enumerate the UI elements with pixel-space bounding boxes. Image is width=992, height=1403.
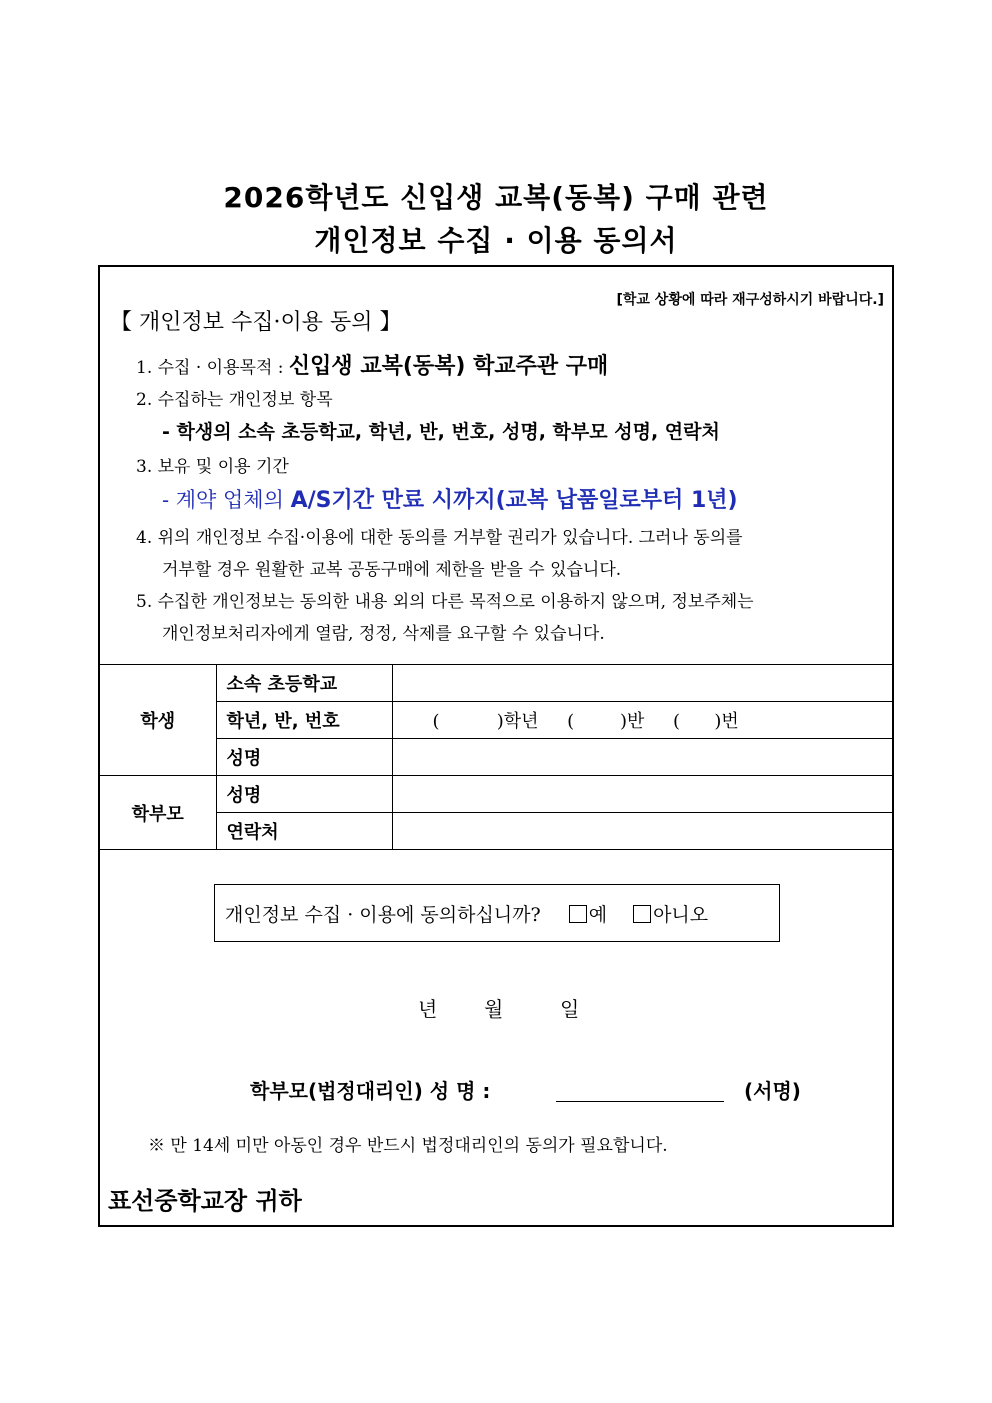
student-name-label: 성명	[216, 739, 392, 776]
student-name-field[interactable]	[392, 739, 892, 776]
school-field[interactable]	[392, 665, 892, 702]
consent-yes-option[interactable]	[569, 900, 607, 927]
class-label: 학년, 반, 번호	[216, 702, 392, 739]
document-title-line2: 개인정보 수집 · 이용 동의서	[314, 224, 678, 257]
reconfigure-note: [학교 상황에 따라 재구성하시기 바랍니다.]	[616, 292, 884, 308]
contact-label: 연락처	[216, 813, 392, 850]
school-label: 소속 초등학교	[216, 665, 392, 702]
consent-question-box	[214, 884, 780, 942]
signature-line[interactable]	[556, 1101, 724, 1102]
item-retention-prefix: - 계약 업체의	[162, 488, 284, 512]
item-usage-limit-2: 개인정보처리자에게 열람, 정정, 삭제를 요구할 수 있습니다.	[162, 624, 605, 644]
item-retention-value	[162, 483, 738, 514]
item-purpose-label: 1. 수집 · 이용목적 :	[136, 358, 284, 378]
student-group-label: 학생	[100, 665, 216, 776]
yes-checkbox[interactable]	[569, 905, 587, 923]
item-usage-limit-1: 5. 수집한 개인정보는 동의한 내용 외의 다른 목적으로 이용하지 않으며, 정보주체는	[136, 592, 754, 612]
consent-form-frame	[98, 265, 894, 1227]
item-collected-fields: 2. 수집하는 개인정보 항목	[136, 390, 333, 410]
parent-group-label: 학부모	[100, 776, 216, 850]
section-heading: 【 개인정보 수집·이용 동의 】	[110, 310, 402, 335]
parent-name-field[interactable]	[392, 776, 892, 813]
item-purpose	[136, 349, 608, 380]
consent-no-option[interactable]	[633, 900, 708, 927]
item-purpose-value: 신입생 교복(동복) 학교주관 구매	[288, 354, 609, 379]
signature-label: 학부모(법정대리인) 성 명 :	[250, 1079, 491, 1103]
info-table	[100, 664, 892, 850]
parent-name-label: 성명	[216, 776, 392, 813]
yes-label: 예	[588, 903, 608, 926]
item-retention-period: 3. 보유 및 이용 기간	[136, 457, 289, 477]
item-retention-term: A/S기간 만료 시까지(교복 납품일로부터 1년)	[290, 488, 738, 513]
age-warning: ※ 만 14세 미만 아동인 경우 반드시 법정대리인의 동의가 필요합니다.	[148, 1136, 668, 1156]
no-checkbox[interactable]	[633, 905, 651, 923]
date-year: 년	[418, 997, 438, 1021]
item-right-to-refuse-1: 4. 위의 개인정보 수집·이용에 대한 동의를 거부할 권리가 있습니다. 그러나 동의를	[136, 528, 743, 548]
no-label: 아니오	[653, 903, 709, 926]
item-right-to-refuse-2: 거부할 경우 원활한 교복 공동구매에 제한을 받을 수 있습니다.	[162, 560, 622, 580]
item-collected-fields-value: - 학생의 소속 초등학교, 학년, 반, 번호, 성명, 학부모 성명, 연락처	[162, 421, 720, 443]
date-day: 일	[560, 997, 580, 1021]
class-field[interactable]: ( )학년 ( )반 ( )번	[392, 702, 892, 739]
date-month: 월	[484, 997, 504, 1021]
document-title-line1: 2026학년도 신입생 교복(동복) 구매 관련	[223, 181, 769, 214]
consent-question: 개인정보 수집 · 이용에 동의하십니까?	[225, 903, 541, 926]
signature-seal: (서명)	[744, 1079, 801, 1103]
contact-field[interactable]	[392, 813, 892, 850]
addressee: 표선중학교장 귀하	[108, 1187, 302, 1215]
